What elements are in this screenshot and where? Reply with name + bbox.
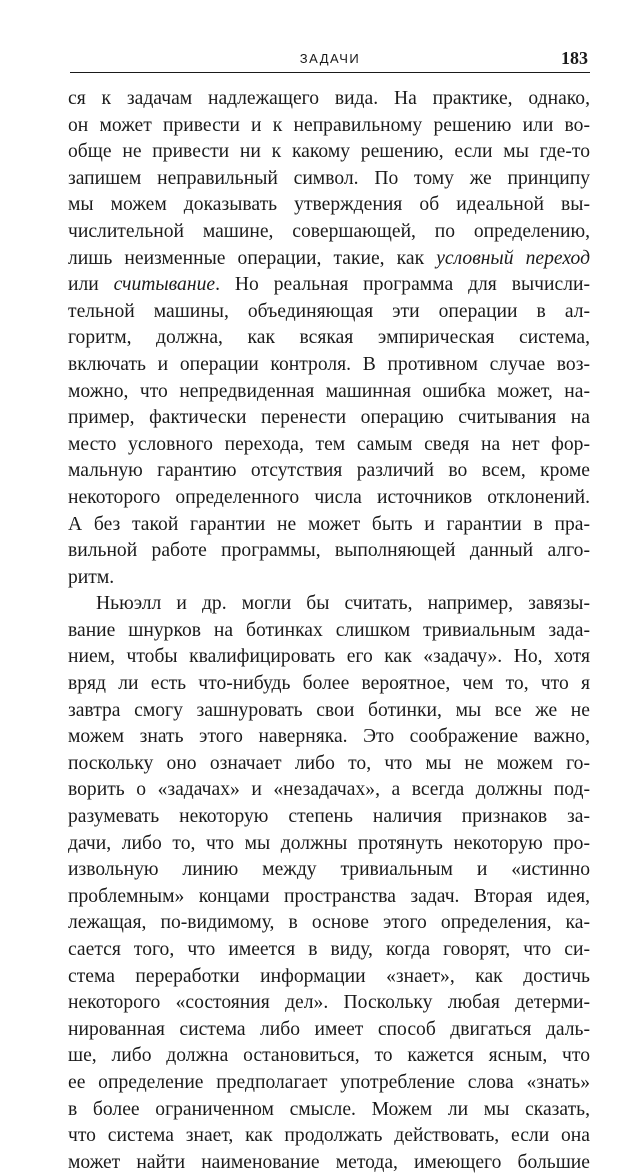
text-line: стема переработки информации «знает», как достичь <box>68 965 590 987</box>
text-line: может найти наименование метода, имеющего большие <box>68 1151 590 1173</box>
text-line: обще не привести ни к какому решению, если мы где-то <box>68 141 590 163</box>
text-line: дачи, либо то, что мы должны протянуть некоторую про- <box>68 832 590 854</box>
paragraph-start-line: Ньюэлл и др. могли бы считать, например, завязы- <box>96 593 590 615</box>
text-line: извольную линию между тривиальным и «истинно <box>68 859 590 881</box>
text-line: нированная система либо имеет способ двигаться даль- <box>68 1018 590 1040</box>
text-line: горитм, должна, как всякая эмпирическая система, <box>68 327 590 349</box>
text-line: можем знать этого наверняка. Это соображение важно, <box>68 726 590 748</box>
text-line: А без такой гарантии не может быть и гарантии в пра- <box>68 513 590 535</box>
text-line: нием, чтобы квалифицировать его как «задачу». Но, хотя <box>68 646 590 668</box>
text-line: что система знает, как продолжать действовать, если она <box>68 1125 590 1147</box>
text-line: ее определение предполагает употребление слова «знать» <box>68 1071 590 1093</box>
text-line: тельной машины, объединяющая эти операции в ал- <box>68 300 590 322</box>
text-line: сается того, что имеется в виду, когда говорят, что си- <box>68 939 590 960</box>
text-line: ше, либо должна остановиться, то кажется ясным, что <box>68 1045 590 1067</box>
text-line: некоторого «состояния дел». Поскольку любая детерми- <box>68 992 590 1014</box>
page-number: 183 <box>561 48 588 68</box>
italic-term-reading: считывание <box>113 274 216 296</box>
text-segment: . Но реальная программа для вычисли- <box>215 274 590 296</box>
text-line: разумевать некоторую степень наличия признаков за- <box>68 806 590 828</box>
text-line: пример, фактически перенести операцию считывания на <box>68 407 590 429</box>
text-line: вряд ли есть что-нибудь более вероятное, чем то, что я <box>68 673 590 695</box>
text-line: вание шнурков на ботинках слишком тривиальным зада- <box>68 619 590 641</box>
text-line: можно, что непредвиденная машинная ошибка может, на- <box>68 380 590 402</box>
text-line: завтра смогу зашнуровать свои ботинки, мы все же не <box>68 699 590 721</box>
text-line <box>68 272 590 299</box>
running-title: ЗАДАЧИ <box>299 51 361 66</box>
text-line: числительной машине, совершающей, по определению, <box>68 220 590 242</box>
text-line: мальную гарантию отсутствия различий во всем, кроме <box>68 460 590 482</box>
text-line: ворить о «задачах» и «незадачах», а всегда должны под- <box>68 779 590 801</box>
text-line <box>68 246 590 273</box>
text-line: он может привести и к неправильному решению или во- <box>68 114 590 136</box>
text-line: запишем неправильный символ. По тому же принципу <box>68 167 590 189</box>
text-line: вильной работе программы, выполняющей данный алго- <box>68 540 590 562</box>
body-text <box>68 86 590 1176</box>
text-line: поскольку оно означает либо то, что мы не можем го- <box>68 752 590 774</box>
text-line: мы можем доказывать утверждения об идеальной вы- <box>68 194 590 216</box>
text-line: в более ограниченном смысле. Можем ли мы сказать, <box>68 1098 590 1120</box>
text-line: лежащая, по-видимому, в основе этого определения, ка- <box>68 912 590 934</box>
text-segment: лишь неизменные операции, такие, как <box>68 247 425 269</box>
page-header <box>70 46 590 73</box>
text-line: ся к задачам надлежащего вида. На практике, однако, <box>68 88 590 109</box>
text-line: некоторого определенного числа источников отклонений. <box>68 486 590 508</box>
text-line: место условного перехода, тем самым сведя на нет фор- <box>68 433 590 455</box>
text-line: включать и операции контроля. В противном случае воз- <box>68 353 590 375</box>
text-segment: или <box>68 274 99 296</box>
text-line: проблемным» концами пространства задач. Вторая идея, <box>68 885 590 907</box>
italic-term-conditional-jump: условный переход <box>436 247 590 269</box>
paragraph-end-line: ритм. <box>68 566 115 588</box>
